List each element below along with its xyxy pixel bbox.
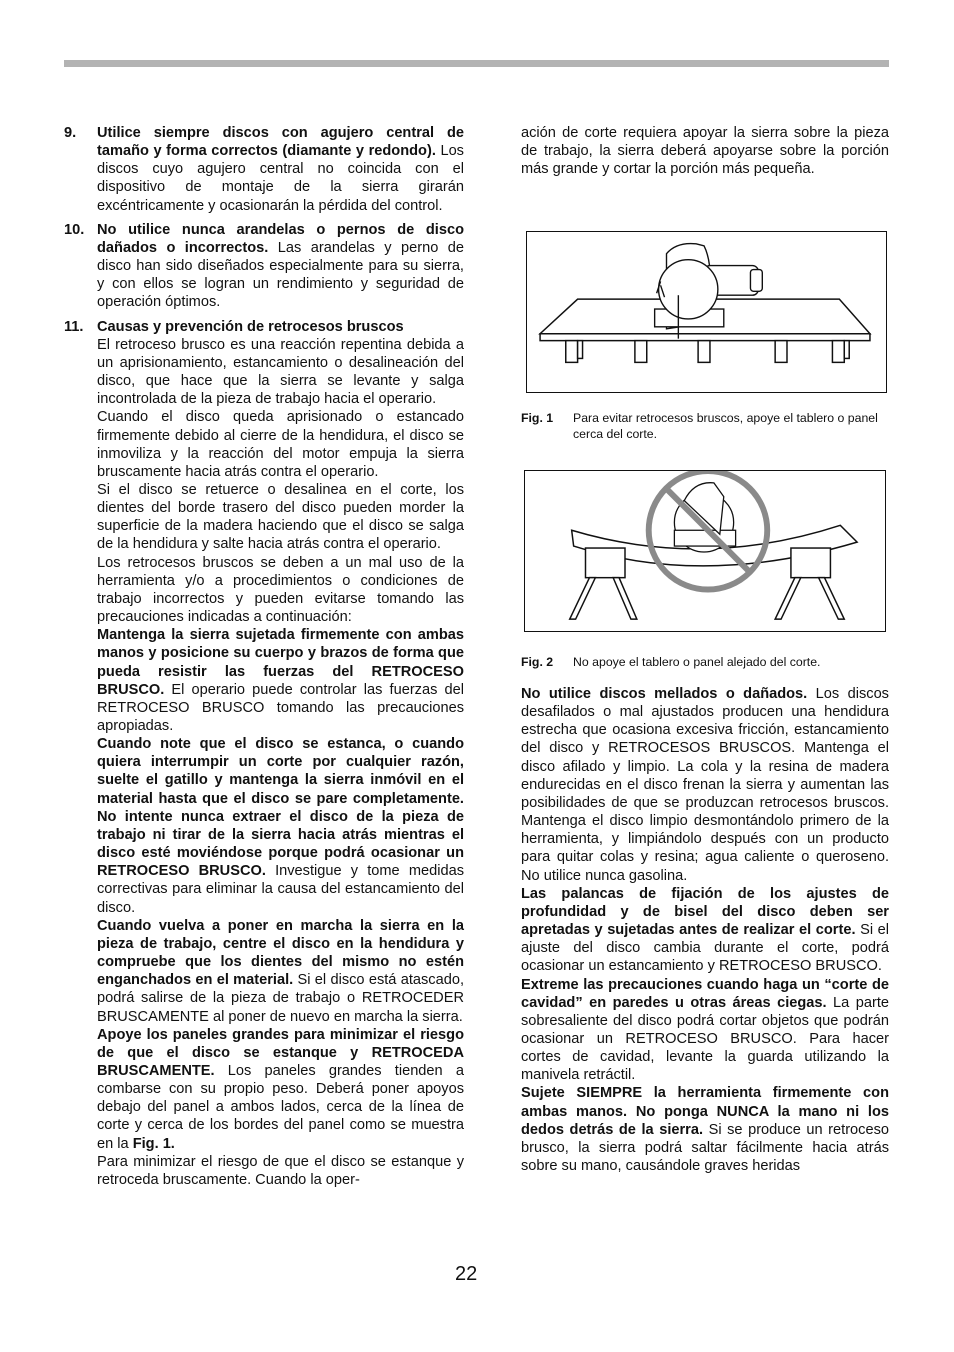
item-number: 11. [64, 318, 84, 335]
paragraph-text: Los paneles grandes tienden a combarse con su propio peso. Deberá poner apoyos debajo del panel a ambos lados, cerca de la línea de corte y cerca de los bordes del panel como se muestra en la [97, 1062, 464, 1152]
figure-caption-text: No apoye el tablero o panel alejado del corte. [573, 655, 821, 669]
figure-1-supported-panel [526, 231, 887, 393]
paragraph-bold: Sujete SIEMPRE la herramienta firmemente con ambas manos. No ponga NUNCA la mano ni los dedos detrás de la sierra. [521, 1085, 889, 1138]
paragraph: Si el disco se retuerce o desalinea en el corte, los dientes del borde trasero del disco pueden morder la superficie de la madera haciendo que el disco se salga de la hendidura y salte hacia atrás contra el operario. [97, 481, 464, 553]
paragraph-text: Si se produce un retroceso brusco, la sierra podrá saltar fácilmente hacia atrás sobre su mano, causándole graves heridas [521, 1121, 889, 1175]
figure-label: Fig. 2 [521, 655, 554, 669]
item-number: 10. [64, 221, 85, 238]
saw-on-sagging-board-prohibited-illustration [525, 471, 885, 631]
paragraph-text: La parte sobresaliente del disco podrá cortar objetos que podrán ocasionar un RETROCESO BRUSCO. Para hacer cortes de cavidad, levante la guarda utilizando la manivela retráctil. [521, 994, 889, 1084]
item-number: 9. [64, 125, 77, 141]
paragraph-text: El operario puede controlar las fuerzas del RETROCESO BRUSCO tomando las precauciones apropiadas. [97, 681, 464, 734]
item-bold: No utilice nunca arandelas o pernos de disco dañados o incorrectos. [97, 221, 464, 256]
figure-caption-text: Para evitar retrocesos bruscos, apoye el tablero o panel cerca del corte. [573, 411, 878, 441]
page-number: 22 [455, 1263, 478, 1285]
paragraph-bold: No utilice discos mellados o dañados. [521, 686, 808, 702]
paragraph-bold: Las palancas de fijación de los ajustes de profundidad y de bisel del disco deben ser apretadas y sujetadas antes de realizar el corte. [521, 885, 889, 939]
section-heading: Causas y prevención de retrocesos bruscos [97, 318, 404, 335]
paragraph-text: Si el disco está atascado, podrá salirse de la pieza de trabajo o RETROCEDER BRUSCAMENTE al poner de nuevo en marcha la sierra. [97, 972, 465, 1025]
right-column-top [521, 124, 889, 178]
figure-label: Fig. 1 [521, 411, 554, 425]
list-item-10 [64, 221, 464, 312]
figure-2-caption [521, 654, 889, 670]
list-item-9 [64, 124, 464, 215]
figure-1-caption [521, 410, 889, 442]
paragraph: Los retrocesos bruscos se deben a un mal uso de la herramienta y/o a procedimientos o condiciones de trabajo incorrectos y pueden evitarse tomando las precauciones indicadas a continuación: [97, 554, 464, 626]
paragraph-bold: Cuando vuelva a poner en marcha la sierra en la pieza de trabajo, centre el disco en la hendidura y compruebe que los dientes del mismo no estén enganchados en el material. [97, 917, 464, 989]
top-rule [64, 60, 889, 67]
paragraph: El retroceso brusco es una reacción repentina debida a un aprisionamiento, estancamiento o desalineación del disco, que hace que la sierra se levante y salga incontrolada de la pieza de trabajo hacia el operario. [97, 336, 464, 408]
left-column [64, 124, 464, 1189]
figure-reference: Fig. 1. [132, 1135, 175, 1152]
item-text: Las arandelas y perno de disco han sido diseñados especialmente para su sierra, y con ellos se logran un rendimiento y seguridad de operación óptimos. [97, 239, 464, 311]
paragraph-bold: Apoye los paneles grandes para minimizar el riesgo de que el disco se estanque y RETROCEDA BRUSCAMENTE. [97, 1026, 464, 1079]
paragraph-text: Investigue y tome medidas correctivas para eliminar la causa del estancamiento del disco. [97, 863, 464, 916]
figure-2-unsupported-panel [524, 470, 886, 632]
paragraph-continued: ación de corte requiera apoyar la sierra sobre la pieza de trabajo, la sierra deberá apoyarse sobre la porción más grande y cortar la porción más pequeña. [521, 125, 889, 178]
item-text: Los discos cuyo agujero central no coincida con el dispositivo de montaje de la sierra girarán excéntricamente y ocasionarán la pérdida del control. [97, 143, 464, 214]
saw-on-supported-board-illustration [527, 232, 886, 392]
paragraph-continues: Para minimizar el riesgo de que el disco se estanque y retroceda bruscamente. Cuando la oper- [97, 1153, 464, 1188]
right-column-bottom [521, 685, 889, 1175]
list-item-11 [64, 318, 464, 1190]
paragraph-text: Si el ajuste del disco cambia durante el corte, podrá ocasionar un estancamiento y RETROCESO BRUSCO. [521, 922, 889, 975]
paragraph-bold: Mantenga la sierra sujetada firmemente con ambas manos y posicione su cuerpo y brazos de forma que pueda resistir las fuerzas del RETROCESO BRUSCO. [97, 627, 464, 698]
paragraph-text: Los discos desafilados o mal ajustados producen una hendidura estrecha que ocasiona excesiva fricción, estancamiento del disco y RETROCESOS BRUSCOS. Mantenga el disco afilado y limpio. La cola y la resina de madera endurecidas en el disco frenan la sierra y aumentan las posibilidades de que se produzcan retrocesos bruscos. Mantenga el disco limpio desmontándolo primero de la herramienta, y limpiándolo después con un producto para quitar colas y resina; agua caliente o queroseno. No utilice nunca gasolina. [521, 686, 889, 884]
paragraph-bold: Extreme las precauciones cuando haga un “corte de cavidad” en paredes u otras áreas ciegas. [521, 976, 889, 1011]
paragraph: Cuando el disco queda aprisionado o estancado firmemente debido al cierre de la hendidura, el disco se inmoviliza y la reacción del motor empuja la sierra bruscamente hacia atrás contra el operario. [97, 409, 464, 480]
item-bold: Utilice siempre discos con agujero central de tamaño y forma correctos (diamante y redondo). [97, 125, 464, 160]
paragraph-bold: Cuando note que el disco se estanca, o cuando quiera interrumpir un corte por cualquier razón, suelte el gatillo y mantenga la sierra inmóvil en el material hasta que el disco se pare completamente. No intente nunca extraer el disco de la pieza de trabajo ni tirar de la sierra hacia atrás mientras el disco esté moviéndose porque podrá ocasionar un RETROCESO BRUSCO. [97, 736, 464, 880]
